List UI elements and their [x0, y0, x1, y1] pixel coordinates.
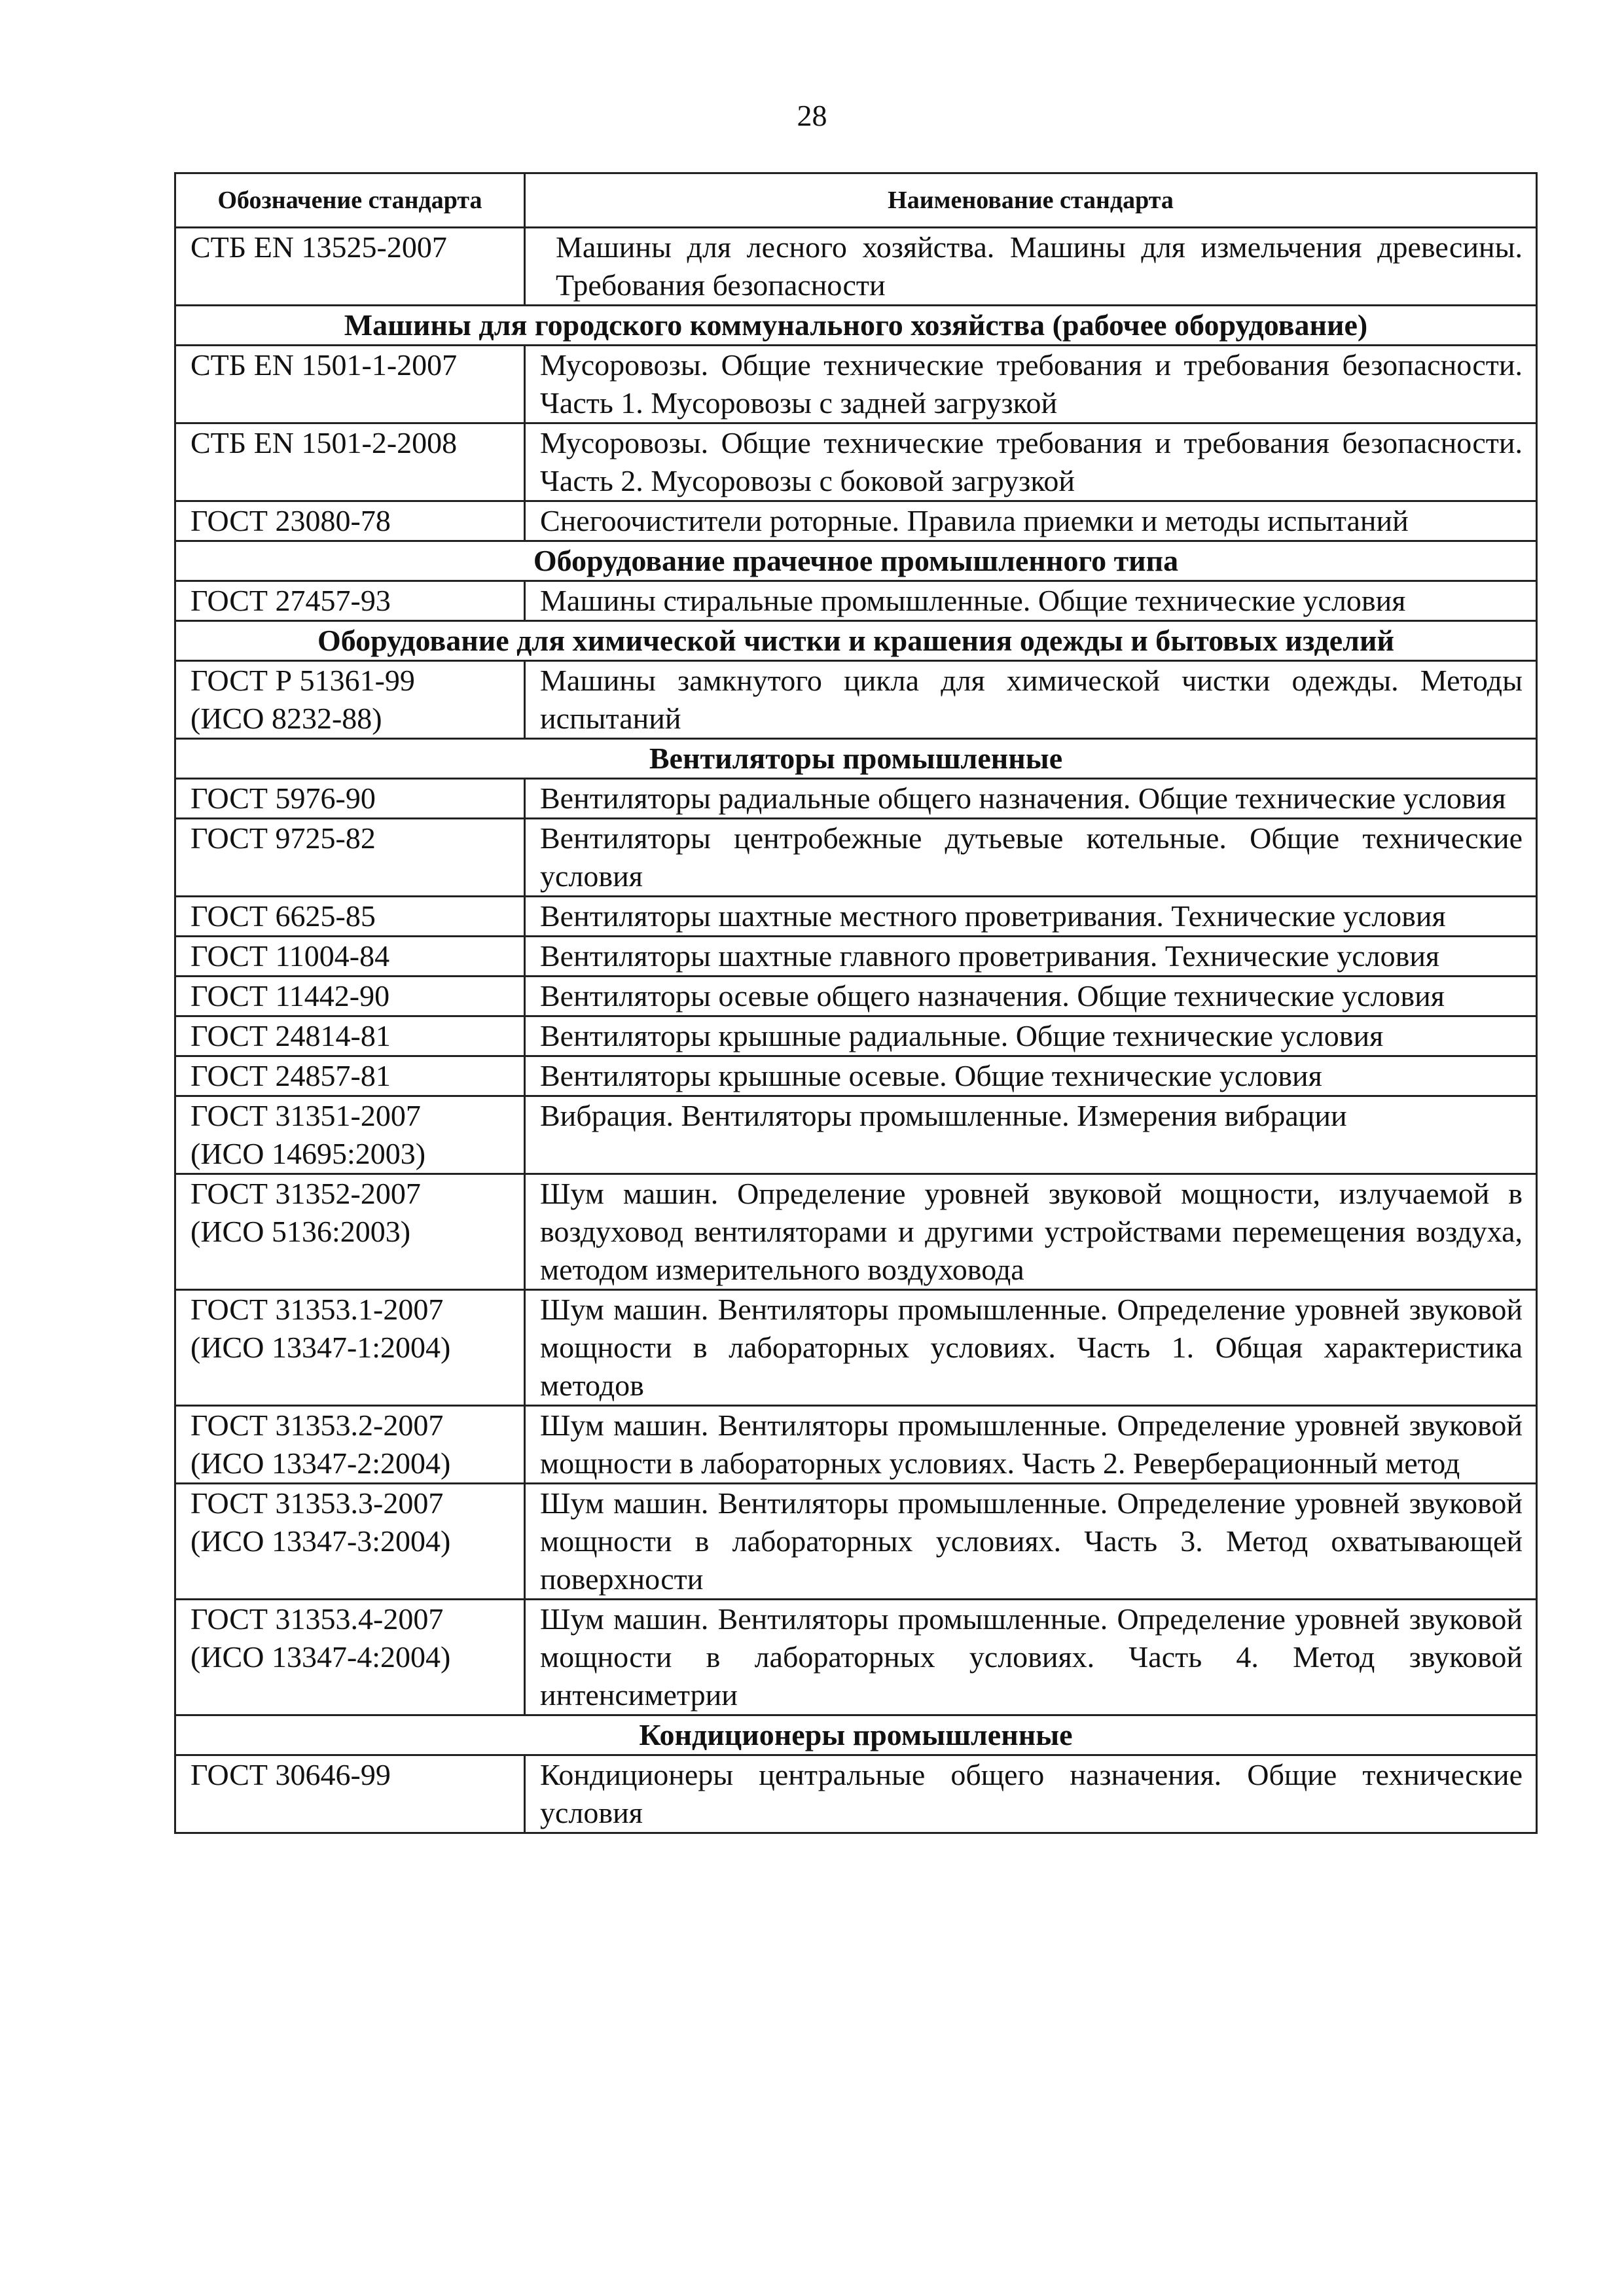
standard-code-cell [175, 819, 525, 897]
table-row [175, 661, 1537, 739]
standard-code: ГОСТ 31352-2007 [190, 1177, 421, 1210]
standard-code: ГОСТ 9725-82 [190, 821, 376, 855]
section-row [175, 1715, 1537, 1755]
table-row [175, 581, 1537, 621]
table-row [175, 897, 1537, 937]
standard-code: ГОСТ 6625-85 [190, 899, 376, 933]
standard-name: Вентиляторы крышные радиальные. Общие технические условия [525, 1016, 1537, 1056]
standard-code-cell [175, 1290, 525, 1406]
table-row [175, 423, 1537, 501]
standard-code: ГОСТ 24814-81 [190, 1019, 391, 1052]
standard-code: (ИСО 13347-2:2004) [190, 1446, 451, 1480]
table-body [175, 228, 1537, 1833]
standard-code-cell [175, 1174, 525, 1290]
standard-code-cell [175, 581, 525, 621]
standard-code: ГОСТ 31351-2007 [190, 1099, 421, 1132]
standard-code: (ИСО 13347-4:2004) [190, 1640, 451, 1674]
standard-code: ГОСТ 5976-90 [190, 781, 376, 815]
section-title: Оборудование прачечное промышленного типа [175, 541, 1537, 581]
table-row [175, 1056, 1537, 1096]
standard-code: СТБ EN 13525-2007 [190, 230, 447, 264]
standard-code: ГОСТ 30646-99 [190, 1758, 391, 1791]
standard-code: (ИСО 14695:2003) [190, 1137, 426, 1170]
standard-name: Вентиляторы шахтные главного проветривания. Технические условия [525, 937, 1537, 977]
standard-code: (ИСО 13347-3:2004) [190, 1524, 451, 1558]
standard-code-cell [175, 1600, 525, 1715]
standard-name: Вентиляторы радиальные общего назначения. Общие технические условия [525, 779, 1537, 819]
standard-code-cell [175, 977, 525, 1016]
standard-code: СТБ EN 1501-1-2007 [190, 348, 458, 382]
table-row [175, 819, 1537, 897]
table-row [175, 346, 1537, 423]
standard-code-cell [175, 1406, 525, 1484]
standard-name: Шум машин. Вентиляторы промышленные. Определение уровней звуковой мощности в лабораторных условиях. Часть 4. Метод звуковой интенсиметрии [525, 1600, 1537, 1715]
section-title: Машины для городского коммунального хозяйства (рабочее оборудование) [175, 306, 1537, 346]
standard-code: (ИСО 5136:2003) [190, 1215, 411, 1248]
section-row [175, 621, 1537, 661]
table-row [175, 1174, 1537, 1290]
standard-name: Шум машин. Определение уровней звуковой мощности, излучаемой в воздуховод вентиляторами и другими устройствами перемещения воздуха, методом измерительного воздуховода [525, 1174, 1537, 1290]
standard-name: Вентиляторы шахтные местного проветривания. Технические условия [525, 897, 1537, 937]
standard-code: ГОСТ 27457-93 [190, 584, 391, 617]
standard-code: ГОСТ 31353.3-2007 [190, 1486, 444, 1520]
standard-name: Вентиляторы осевые общего назначения. Общие технические условия [525, 977, 1537, 1016]
standard-code: ГОСТ 24857-81 [190, 1059, 391, 1092]
table-row [175, 501, 1537, 541]
standard-code: ГОСТ 31353.4-2007 [190, 1602, 444, 1636]
section-row [175, 541, 1537, 581]
standard-name: Вентиляторы крышные осевые. Общие технические условия [525, 1056, 1537, 1096]
standard-name: Шум машин. Вентиляторы промышленные. Определение уровней звуковой мощности в лабораторных условиях. Часть 3. Метод охватывающей поверхности [525, 1484, 1537, 1600]
table-row [175, 937, 1537, 977]
standard-code-cell [175, 423, 525, 501]
standard-code: ГОСТ 31353.1-2007 [190, 1293, 444, 1326]
table-row [175, 228, 1537, 306]
standard-name: Шум машин. Вентиляторы промышленные. Определение уровней звуковой мощности в лабораторных условиях. Часть 1. Общая характеристика методов [525, 1290, 1537, 1406]
table-row [175, 1484, 1537, 1600]
standard-code: ГОСТ 23080-78 [190, 504, 391, 537]
standard-code-cell [175, 1016, 525, 1056]
standard-name: Машины замкнутого цикла для химической чистки одежды. Методы испытаний [525, 661, 1537, 739]
table-row [175, 1096, 1537, 1174]
standard-code-cell [175, 1096, 525, 1174]
standard-name: Вибрация. Вентиляторы промышленные. Измерения вибрации [525, 1096, 1537, 1174]
standard-name: Кондиционеры центральные общего назначения. Общие технические условия [525, 1755, 1537, 1833]
standard-code-cell [175, 501, 525, 541]
standard-name: Мусоровозы. Общие технические требования и требования безопасности. Часть 2. Мусоровозы с боковой загрузкой [525, 423, 1537, 501]
standards-table [174, 172, 1538, 1834]
table-row [175, 1290, 1537, 1406]
section-row [175, 739, 1537, 779]
standard-code-cell [175, 1484, 525, 1600]
standard-code: ГОСТ 11442-90 [190, 979, 390, 1013]
table-row [175, 779, 1537, 819]
standard-code: ГОСТ 11004-84 [190, 939, 390, 973]
table-row [175, 1406, 1537, 1484]
standard-code-cell [175, 346, 525, 423]
table-header-row [175, 173, 1537, 228]
table-row [175, 1755, 1537, 1833]
standard-code-cell [175, 1056, 525, 1096]
standard-name: Машины для лесного хозяйства. Машины для измельчения древесины. Требования безопасности [525, 228, 1537, 306]
standard-code-cell [175, 897, 525, 937]
section-title: Оборудование для химической чистки и крашения одежды и бытовых изделий [175, 621, 1537, 661]
standard-code-cell [175, 661, 525, 739]
section-title: Кондиционеры промышленные [175, 1715, 1537, 1755]
column-header-code: Обозначение стандарта [175, 173, 525, 228]
table-row [175, 977, 1537, 1016]
standard-code-cell [175, 937, 525, 977]
page-number: 28 [797, 99, 827, 132]
standard-code: (ИСО 13347-1:2004) [190, 1331, 451, 1364]
standard-name: Вентиляторы центробежные дутьевые котельные. Общие технические условия [525, 819, 1537, 897]
standard-code-cell [175, 779, 525, 819]
standard-code-cell [175, 228, 525, 306]
standard-code: (ИСО 8232-88) [190, 702, 382, 735]
table-row [175, 1016, 1537, 1056]
column-header-name: Наименование стандарта [525, 173, 1537, 228]
standard-code-cell [175, 1755, 525, 1833]
standard-code: СТБ EN 1501-2-2008 [190, 426, 458, 459]
standard-code: ГОСТ 31353.2-2007 [190, 1408, 444, 1442]
standard-name: Машины стиральные промышленные. Общие технические условия [525, 581, 1537, 621]
section-title: Вентиляторы промышленные [175, 739, 1537, 779]
standard-name: Мусоровозы. Общие технические требования и требования безопасности. Часть 1. Мусоровозы с задней загрузкой [525, 346, 1537, 423]
section-row [175, 306, 1537, 346]
standard-name: Шум машин. Вентиляторы промышленные. Определение уровней звуковой мощности в лабораторных условиях. Часть 2. Реверберационный метод [525, 1406, 1537, 1484]
standard-code: ГОСТ Р 51361-99 [190, 664, 415, 697]
standard-name: Снегоочистители роторные. Правила приемки и методы испытаний [525, 501, 1537, 541]
table-row [175, 1600, 1537, 1715]
